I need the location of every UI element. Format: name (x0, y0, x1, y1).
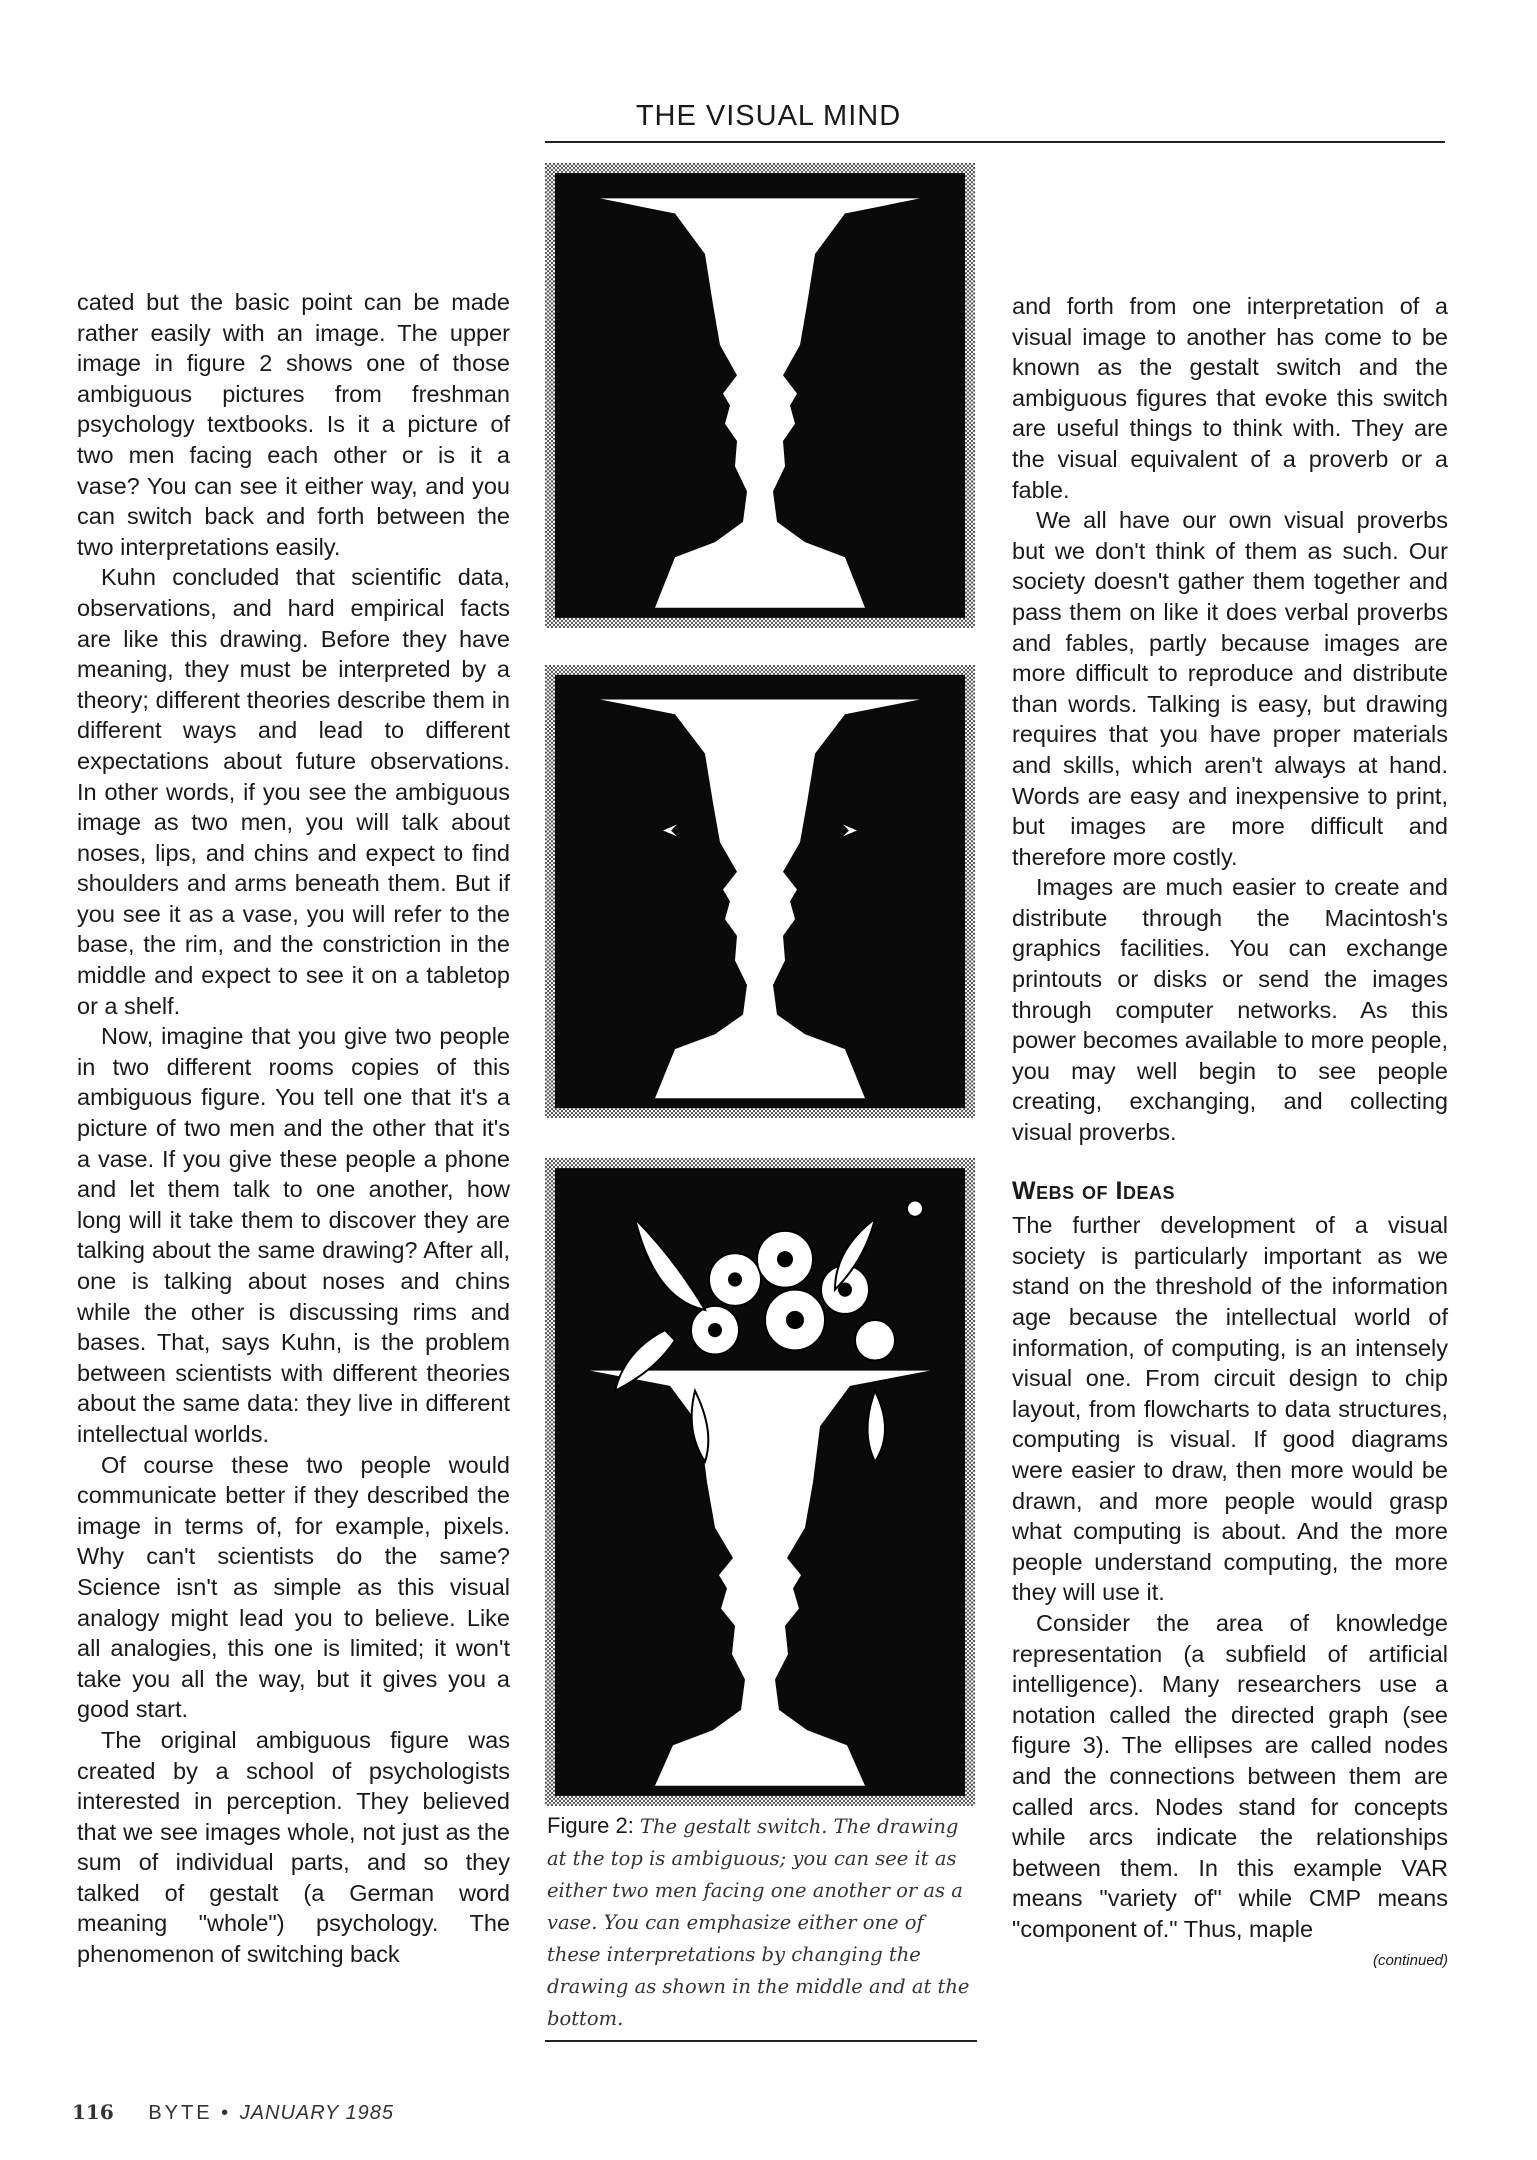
paragraph: Consider the area of knowledge representation (a subfield of artificial intelligence). Many researchers use a notation called the directed graph (see figure 3). The ellipses are called nodes and the connections between them are called arcs. Nodes stand for concepts while arcs indicate the relationships between them. In this example VAR means "variety of" while CMP means "component of." Thus, maple (1012, 1609, 1448, 1942)
paragraph: and forth from one interpretation of a visual image to another has come to be known as the gestalt switch and the ambiguous figures that evoke this switch are useful things to think with. They are the visual equivalent of a proverb or a fable. (1012, 293, 1448, 503)
page-number: 116 (72, 2100, 114, 2124)
paragraph: The further development of a visual society is particularly important as we stand on the threshold of the information age because the intellectual world of information, of computing, is an intensely visual one. From circuit design to chip layout, from flowcharts to data structures, computing is visual. If good diagrams were easier to draw, then more would be drawn, and more people would grasp what computing is about. And the more people understand computing, the more they will use it. (1012, 1212, 1448, 1606)
running-header: THE VISUAL MIND (635, 100, 902, 132)
left-column (77, 287, 510, 1970)
caption-rule (545, 2040, 977, 2042)
figure-vase-faces (545, 665, 975, 1118)
figure-vase-flowers (545, 1158, 975, 1806)
paragraph: Images are much easier to create and distribute through the Macintosh's graphics facilities. You can exchange printouts or disks or send the images through computer networks. As this power becomes available to more people, you may well begin to see people creating, exchanging, and collecting visual proverbs. (1012, 874, 1448, 1146)
paragraph: Kuhn concluded that scientific data, observations, and hard empirical facts are like this drawing. Before they have meaning, they must be interpreted by a theory; different theories describe them in different ways and lead to different expectations about future observations. In other words, if you see the ambiguous image as two men, you will talk about noses, lips, and chins and expect to find shoulders and arms beneath them. But if you see it as a vase, you will refer to the base, the rim, and the constriction in the middle and expect to see it on a tabletop or a shelf. (77, 564, 510, 1019)
figure-label: Figure 2: (547, 1813, 634, 1838)
figure-caption-text: The gestalt switch. The drawing at the top is ambiguous; you can see it as either two men facing one another or as a vase. You can emphasize either one of these interpretations by changing the drawing as shown in the middle and at the bottom. (547, 1815, 970, 2030)
footer-separator: • (221, 2102, 232, 2124)
paragraph: The original ambiguous figure was created by a school of psychologists interested in perception. They believed that we see images whole, not just as the sum of individual parts, and so they talked of gestalt (a German word meaning "whole") psychology. The phenomenon of switching back (77, 1726, 510, 1968)
figure-caption (547, 1810, 977, 2034)
paragraph: We all have our own visual proverbs but we don't think of them as such. Our society doesn't gather them together and pass them on like it does verbal proverbs and fables, partly because images are more difficult to reproduce and distribute than words. Talking is easy, but drawing requires that you have proper materials and skills, which aren't always at hand. Words are easy and inexpensive to print, but images are more difficult and therefore more costly. (1012, 507, 1448, 870)
figure-vase-ambiguous (545, 163, 975, 628)
paragraph: cated but the basic point can be made rather easily with an image. The upper image in figure 2 shows one of those ambiguous pictures from freshman psychology textbooks. Is it a picture of two men facing each other or is it a vase? You can see it either way, and you can switch back and forth between the two interpretations easily. (77, 289, 510, 560)
issue-date: JANUARY 1985 (239, 2102, 394, 2124)
paragraph: Now, imagine that you give two people in two different rooms copies of this ambiguous figure. You tell one that it's a picture of two men and the other that it's a vase. If you give these people a phone and let them talk to one another, how long will it take them to discover they are talking about the same drawing? After all, one is talking about noses and chins while the other is discussing rims and bases. That, says Kuhn, is the problem between scientists with different theories about the same data: they live in different intellectual worlds. (77, 1023, 510, 1447)
right-column (1012, 291, 1448, 1977)
paragraph: Of course these two people would communicate better if they described the image in terms of, for example, pixels. Why can't scientists do the same? Science isn't as simple as this visual analogy might lead you to believe. Like all analogies, this one is limited; it won't take you all the way, but it gives you a good start. (77, 1451, 510, 1723)
page-footer (72, 2100, 394, 2125)
magazine-name: BYTE (148, 2102, 213, 2124)
section-heading: Webs of Ideas (1012, 1176, 1175, 1205)
continued-note: (continued) (1372, 1952, 1448, 1970)
header-rule (545, 141, 1445, 143)
